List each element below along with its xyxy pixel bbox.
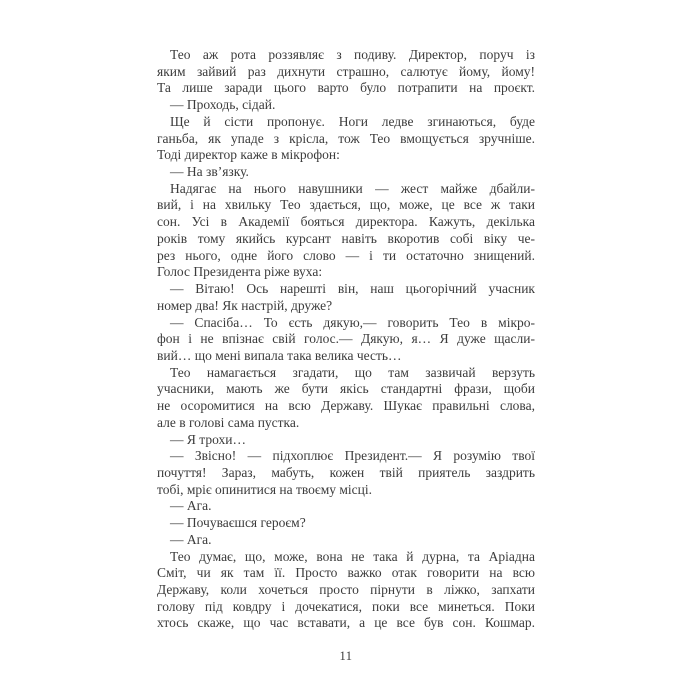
text-line: — Спасіба… То єсть дякую,— говорить Тео в мікро- (170, 314, 535, 330)
paragraph (157, 432, 535, 449)
text-line: ганьба, як упаде з крісла, тож Тео вмощується зручніше. (157, 130, 535, 146)
text-line: Ще й сісти пропонує. Ноги ледве згинаються, буде (170, 113, 535, 129)
text-line: — Проходь, сідай. (170, 97, 276, 113)
text-line: не осоромитися на всю Державу. Шукає правильні слова, (157, 398, 535, 414)
paragraph (157, 448, 535, 498)
paragraph (157, 515, 535, 532)
paragraph (157, 549, 535, 633)
paragraph (157, 365, 535, 432)
text-line: вий… що мені випала така велика честь… (157, 347, 402, 363)
paragraph (157, 181, 535, 281)
text-line: Голос Президента ріже вуха: (157, 264, 323, 280)
paragraph (157, 532, 535, 549)
text-line: років тому якийсь курсант навіть вкоротив собі віку че- (157, 230, 535, 246)
page-body-text (157, 47, 535, 632)
text-line: тобі, мріє опинитися на твоєму місці. (157, 481, 373, 497)
text-line: Тоді директор каже в мікрофон: (157, 147, 340, 163)
text-line: Надягає на нього навушники — жест майже дбайли- (170, 180, 535, 196)
paragraph (157, 281, 535, 314)
text-line: вий, і на хвильку Тео здається, що, може, це все ж таки (157, 197, 535, 213)
paragraph (157, 315, 535, 365)
text-line: Тео аж рота роззявляє з подиву. Директор, поруч із (170, 47, 535, 62)
text-line: — Звісно! — підхоплює Президент.— Я розумію твої (170, 448, 535, 464)
text-line: Та лише заради цього варто було потрапити на проєкт. (157, 80, 535, 96)
paragraph (157, 498, 535, 515)
text-line: — Вітаю! Ось нарешті він, наш цьогорічний учасник (170, 281, 535, 297)
text-line: — Я трохи… (170, 431, 246, 447)
text-line: учасники, мають же бути якісь стандартні фрази, щоби (157, 381, 535, 397)
text-line: номер два! Як настрій, друже? (157, 297, 333, 313)
text-line: Державу, коли хочеться просто пірнути в ліжко, запхати (157, 582, 535, 597)
text-line: фон і не впізнає свій голос.— Дякую, я… Я дуже щасли- (157, 331, 535, 347)
text-line: рез нього, одне його слово — і ти остаточно знищений. (157, 247, 535, 263)
text-line: яким зайвий раз дихнути страшно, салютує йому, йому! (157, 63, 535, 79)
text-line: — Ага. (170, 498, 212, 514)
text-line: Сміт, чи як там її. Просто важко отак говорити на всю (157, 565, 535, 581)
paragraph (157, 97, 535, 114)
text-line: Тео думає, що, може, вона не така й дурна, та Аріадна (170, 548, 535, 564)
text-line: — На зв’язку. (170, 164, 249, 180)
text-line: але в голові сама пустка. (157, 414, 300, 430)
text-line: сон. Усі в Академії бояться директора. Кажуть, декілька (157, 214, 535, 230)
paragraph (157, 47, 535, 97)
paragraph (157, 114, 535, 164)
page-number: 11 (339, 649, 353, 663)
text-line: — Ага. (170, 531, 212, 547)
text-line: почуття! Зараз, мабуть, кожен твій приятель заздрить (157, 464, 535, 480)
text-line: — Почуваєшся героєм? (170, 515, 306, 531)
text-line: хтось скаже, що час вставати, а це все був сон. Кошмар. (157, 615, 535, 631)
text-line: голову під ковдру і дочекатися, поки все минеться. Поки (157, 598, 535, 614)
paragraph (157, 164, 535, 181)
text-line: Тео намагається згадати, що там зазвичай верзуть (170, 364, 535, 380)
